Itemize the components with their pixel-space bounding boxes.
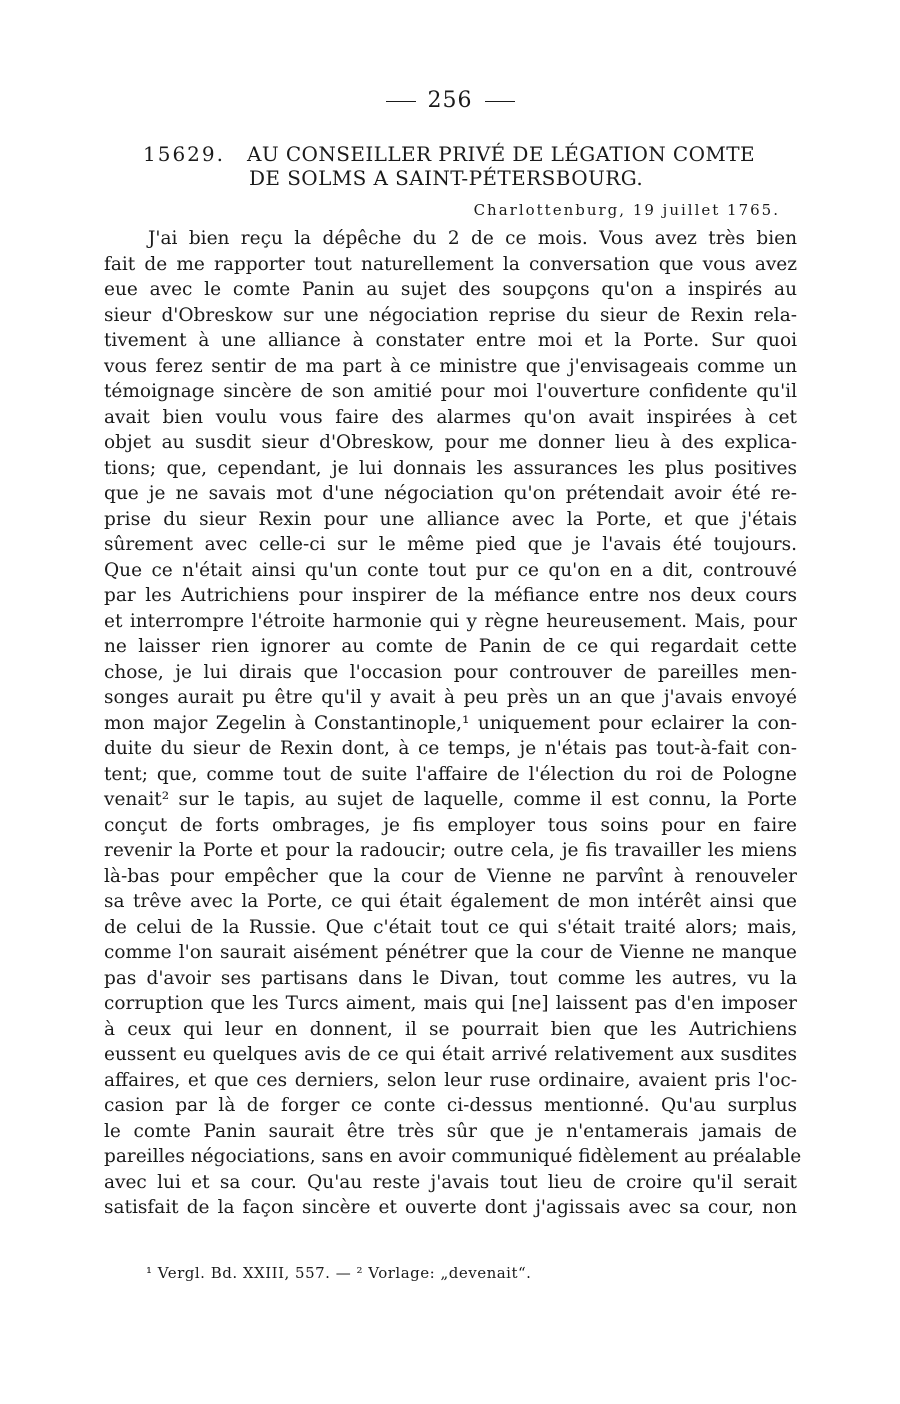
body-line: de celui de la Russie. Que c'était tout ce qui s'était traité alors; mais,: [104, 916, 797, 938]
body-line: par les Autrichiens pour inspirer de la méfiance entre nos deux cours: [104, 585, 797, 606]
body-line: à ceux qui leur en donnent, il se pourrait bien que les Autrichiens: [104, 1018, 797, 1040]
footnotes: ¹ Vergl. Bd. XXIII, 557. — ² Vorlage: „devenait“.: [146, 1264, 532, 1282]
body-line: affaires, et que ces derniers, selon leur ruse ordinaire, avaient pris l'oc-: [104, 1069, 797, 1091]
body-line: sa trêve avec la Porte, ce qui était également de mon intérêt ainsi que: [104, 891, 797, 912]
heading-line-2: DE SOLMS A SAINT-PÉTERSBOURG.: [249, 166, 644, 190]
body-line: vous ferez sentir de ma part à ce ministre que j'envisageais comme un: [104, 355, 797, 377]
body-line: corruption que les Turcs aiment, mais qui [ne] laissent pas d'en imposer: [104, 993, 797, 1014]
body-line: ne laisser rien ignorer au comte de Panin de ce qui regardait cette: [104, 636, 797, 657]
body-line: venait² sur le tapis, au sujet de laquelle, comme il est connu, la Porte: [104, 789, 797, 810]
letter-heading: [143, 142, 783, 190]
body-line: sieur d'Obreskow sur une négociation reprise du sieur de Rexin rela-: [104, 304, 797, 326]
body-line: tions; que, cependant, je lui donnais les assurances les plus positives: [104, 457, 797, 479]
body-line: eue avec le comte Panin au sujet des soupçons qu'on a inspirés au: [104, 279, 797, 300]
body-line: avec lui et sa cour. Qu'au reste j'avais tout lieu de croire qu'il serait: [104, 1171, 797, 1193]
body-line: J'ai bien reçu la dépêche du 2 de ce mois. Vous avez très bien: [148, 228, 797, 249]
body-line: et interrompre l'étroite harmonie qui y règne heureusement. Mais, pour: [104, 610, 797, 632]
body-line: duite du sieur de Rexin dont, à ce temps, je n'étais pas tout-à-fait con-: [104, 738, 797, 759]
body-line: témoignage sincère de son amitié pour moi l'ouverture confidente qu'il: [104, 381, 797, 402]
body-line: tent; que, comme tout de suite l'affaire de l'élection du roi de Pologne: [104, 763, 797, 785]
page-number-value: 256: [427, 88, 473, 113]
page-number-dash-left: [386, 101, 416, 102]
body-line: prise du sieur Rexin pour une alliance avec la Porte, et que j'étais: [104, 508, 797, 530]
body-line: que je ne savais mot d'une négociation qu'on prétendait avoir été re-: [104, 483, 797, 504]
body-line: Que ce n'était ainsi qu'un conte tout pur ce qu'on en a dit, controuvé: [104, 559, 797, 581]
page-number: [0, 88, 900, 113]
body-line: revenir la Porte et pour la radoucir; outre cela, je fis travailler les miens: [104, 840, 797, 861]
heading-line-1: AU CONSEILLER PRIVÉ DE LÉGATION COMTE: [246, 142, 756, 166]
body-line: conçut de forts ombrages, je fis employer tous soins pour en faire: [104, 814, 797, 836]
letter-body: [104, 226, 802, 1221]
body-line: objet au susdit sieur d'Obreskow, pour me donner lieu à des explica-: [104, 432, 797, 453]
body-line: fait de me rapporter tout naturellement la conversation que vous avez: [104, 253, 797, 275]
body-line: sûrement avec celle-ci sur le même pied que je l'avais été toujours.: [104, 534, 797, 555]
dateline: Charlottenburg, 19 juillet 1765.: [473, 201, 780, 219]
body-line: mon major Zegelin à Constantinople,¹ uniquement pour eclairer la con-: [104, 712, 797, 734]
body-line: casion par là de forger ce conte ci-dessus mentionné. Qu'au surplus: [104, 1095, 797, 1116]
body-line: comme l'on saurait aisément pénétrer que la cour de Vienne ne manque: [104, 942, 797, 963]
body-line: avait bien voulu vous faire des alarmes qu'on avait inspirées à cet: [104, 406, 797, 428]
document-number: 15629.: [143, 142, 225, 166]
body-line: là-bas pour empêcher que la cour de Vienne ne parvînt à renouveler: [104, 865, 797, 887]
body-line: tivement à une alliance à constater entre moi et la Porte. Sur quoi: [104, 330, 797, 351]
body-line: satisfait de la façon sincère et ouverte dont j'agissais avec sa cour, non: [104, 1197, 797, 1218]
body-line: eussent eu quelques avis de ce qui était arrivé relativement aux susdites: [104, 1044, 797, 1065]
page-number-dash-right: [485, 101, 515, 102]
body-line: le comte Panin saurait être très sûr que je n'entamerais jamais de: [104, 1120, 797, 1142]
body-line: chose, je lui dirais que l'occasion pour controuver de pareilles men-: [104, 661, 797, 683]
body-line: pareilles négociations, sans en avoir communiqué fidèlement au préalable: [104, 1146, 802, 1167]
body-line: songes aurait pu être qu'il y avait à peu près un an que j'avais envoyé: [104, 687, 797, 708]
body-line: pas d'avoir ses partisans dans le Divan, tout comme les autres, vu la: [104, 967, 797, 989]
